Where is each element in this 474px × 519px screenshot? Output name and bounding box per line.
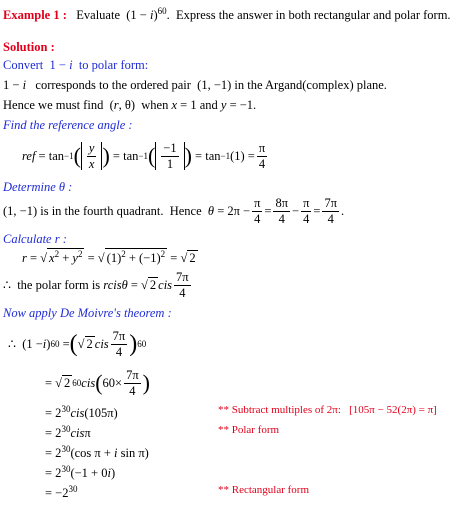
note-polar: ** Polar form xyxy=(218,424,280,436)
theta-heading: Determine θ : xyxy=(3,180,73,194)
example-header xyxy=(3,6,451,23)
demoivre-heading: Now apply De Moivre's theorem : xyxy=(3,306,172,320)
demoivre-line-2: = √ 2 60 cis ( 60× $\frac{7\pi}{4}$ ) xyxy=(45,368,150,398)
example-prompt: Evaluate $(1 - i)^{60}$. Express the answer in both rectangular and polar form. xyxy=(76,6,451,23)
corresponds-text: 1 − i corresponds to the ordered pair (1, −1) in the Argand(complex) plane. xyxy=(3,78,387,92)
convert-heading: Convert 1 − i to polar form: xyxy=(3,58,149,72)
r-heading: Calculate r : xyxy=(3,232,67,246)
r-equation: r = √ $x^2 + y^2$ = √ $(1)^2 + (-1)^2$ = √ 2 xyxy=(22,249,196,266)
find-text: Hence we must find (r, θ) when x = 1 and y = −1. xyxy=(3,98,257,112)
ref-equation: ref = tan −1 ( $\frac{y}{x}$ ) = tan −1 ( $\frac{-1}{1}$ ) = tan −1 (1) = $\frac{\pi}{4}$ xyxy=(22,141,266,171)
demoivre-line-1: ∴ (1 − i ) 60 = ( √ 2 cis $\frac{7\pi}{4}$ ) 60 xyxy=(8,329,147,359)
example-label: Example 1 : xyxy=(3,8,67,23)
demoivre-line-7: = $-2^{30}$ xyxy=(45,484,78,501)
theta-text: (1, −1) is in the fourth quadrant. Hence θ = 2π − $\frac{\pi}{4}$ = $\frac{8\pi}{4}$ − $\frac{\pi}{4}$ = $\frac{7\pi}{4}$ . xyxy=(3,196,345,226)
polar-form: ∴ the polar form is rcisθ = √ 2 cis $\frac{7\pi}{4}$ xyxy=(3,270,189,300)
demoivre-line-3: = $2^{30}cis(105\pi)$ xyxy=(45,404,118,421)
ref-heading: Find the reference angle : xyxy=(3,118,133,132)
demoivre-line-6: = $2^{30}(-1 + 0i)$ xyxy=(45,464,116,481)
solution-label: Solution : xyxy=(3,40,55,54)
demoivre-line-5: = $2^{30}(\cos$ π + i sin π) xyxy=(45,444,149,461)
note-rect: ** Rectangular form xyxy=(218,484,310,496)
demoivre-line-4: = $2^{30}cis\pi$ xyxy=(45,424,91,441)
note-subtract: ** Subtract multiples of 2π: [105π − 52(2π) = π] xyxy=(218,404,437,416)
